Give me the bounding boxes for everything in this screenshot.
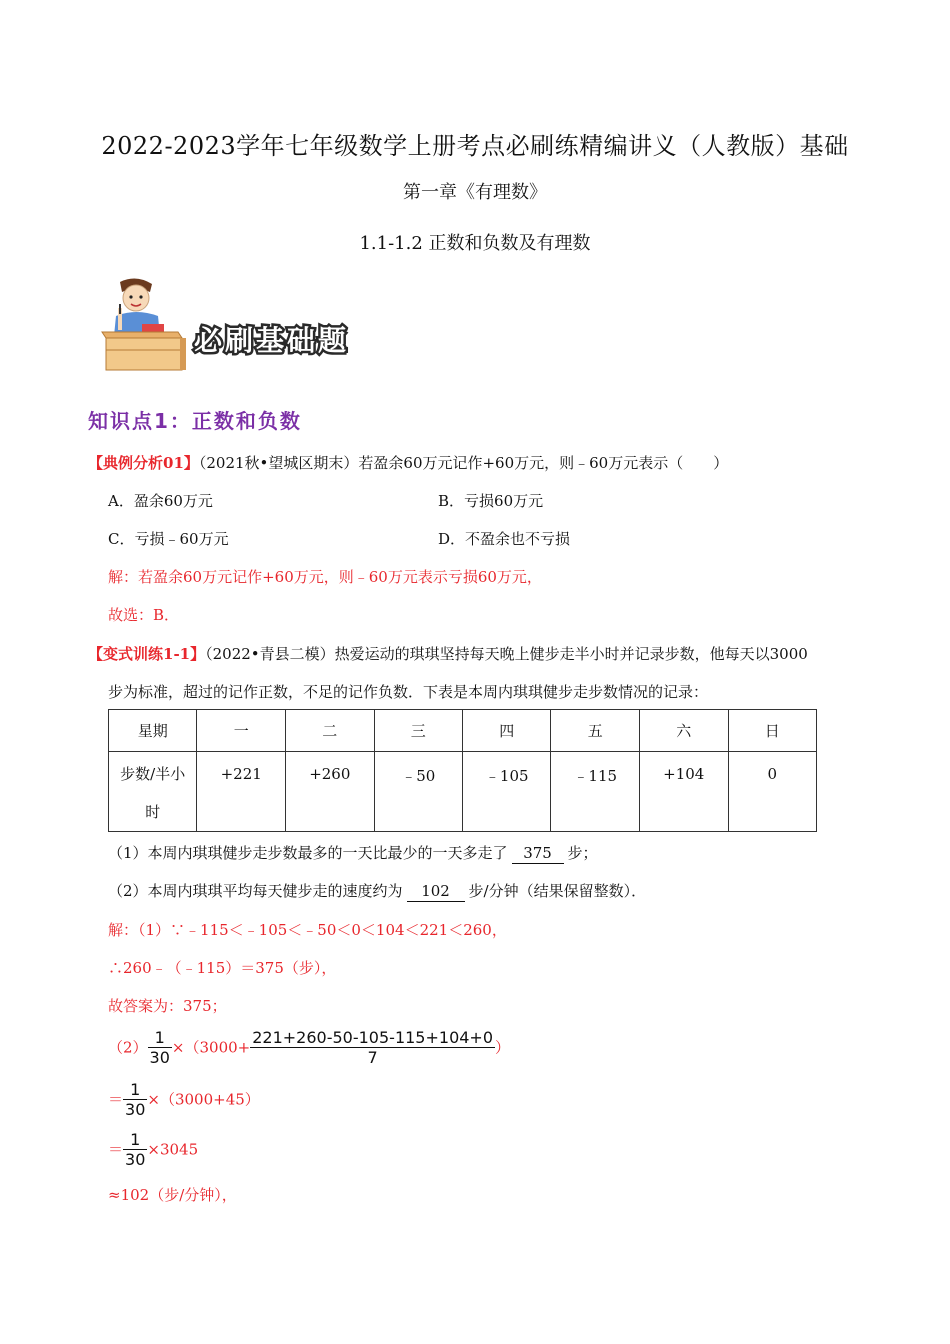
fraction-average [250,1028,495,1067]
fraction-numerator: 1 [148,1028,172,1048]
sub-question-2 [108,881,646,902]
exercise-solution-4 [108,1028,510,1067]
exercise-question-line2: 步为标准，超过的记作正数，不足的记作负数．下表是本周内琪琪健步走步数情况的记录： [108,683,709,701]
table-cell: +221 [197,752,286,832]
document-title: 2022-2023学年七年级数学上册考点必刷练精编讲义（人教版）基础 [101,132,849,160]
steps-table [108,709,817,832]
table-cell: 0 [728,752,816,832]
q2-unit: 步/分钟（结果保留整数）． [468,882,647,900]
sub-question-1 [108,843,598,864]
sol4-prefix: （2） [108,1038,148,1057]
table-header-row [109,710,817,752]
option-d: D．不盈余也不亏损 [438,530,571,548]
table-header: 一 [197,710,286,752]
row-label-line1: 步数/半小 [120,765,186,783]
option-b: B．亏损60万元 [438,492,544,510]
table-header: 六 [639,710,728,752]
table-cell: ﹣115 [551,752,639,832]
table-header: 五 [551,710,639,752]
table-cell: +104 [639,752,728,832]
chapter-title: 第一章《有理数》 [403,182,547,203]
table-row [109,752,817,832]
exercise-solution-5 [108,1080,260,1119]
option-a: A．盈余60万元 [108,492,213,510]
table-header: 三 [374,710,462,752]
fraction-numerator: 221+260-50-105-115+104+0 [252,1028,494,1047]
table-header: 四 [463,710,551,752]
sol4-close: ） [495,1038,511,1057]
exercise-solution-6 [108,1130,198,1169]
banner-text: 必刷基础题 [194,324,350,357]
example-tag: 【典例分析01】 [88,454,199,472]
exercise-tag: 【变式训练1-1】 [88,645,206,663]
example-question [88,453,728,473]
q1-text: （1）本周内琪琪健步走步数最多的一天比最少的一天多走了 [108,844,508,862]
exercise-question-text: （2022•青县二模）热爱运动的琪琪坚持每天晚上健步走半小时并记录步数，他每天以3000 [205,645,808,663]
times-sign: × [147,1090,160,1109]
q1-unit: 步； [567,844,598,862]
sol6-rest: 3045 [159,1140,199,1159]
exercise-solution-3: 故答案为：375； [108,997,227,1015]
fraction-denominator: 30 [149,1048,170,1067]
fraction-numerator: 1 [123,1130,147,1150]
exercise-question-line1 [88,644,808,664]
exercise-solution-1: 解：（1）∵﹣115＜﹣105＜﹣50＜0＜104＜221＜260， [108,921,507,939]
table-cell: +260 [286,752,375,832]
section-title: 1.1-1.2 正数和负数及有理数 [359,233,591,254]
table-row-label [109,752,197,832]
option-c: C．亏损﹣60万元 [108,530,229,548]
example-question-text: （2021秋•望城区期末）若盈余60万元记作+60万元，则﹣60万元表示（ ） [198,454,729,472]
knowledge-point-heading: 知识点1：正数和负数 [88,409,302,433]
fraction-one-thirtieth [123,1080,147,1119]
equals-sign: ＝ [108,1140,124,1159]
banner [100,276,370,376]
fraction-numerator: 1 [123,1080,147,1100]
times-sign: × [171,1038,185,1057]
table-header: 日 [728,710,816,752]
sol5-rest: （3000+45） [159,1090,260,1109]
table-header: 二 [286,710,375,752]
q2-answer: 102 [407,881,465,902]
example-solution-2: 故选：B． [108,606,180,624]
fraction-denominator: 7 [367,1048,378,1067]
row-label-line2: 时 [145,803,161,821]
fraction-one-thirtieth [123,1130,147,1169]
table-cell: ﹣50 [374,752,462,832]
equals-sign: ＝ [108,1090,124,1109]
fraction-denominator: 30 [125,1100,146,1119]
q2-text: （2）本周内琪琪平均每天健步走的速度约为 [108,882,403,900]
fraction-one-thirtieth [148,1028,172,1067]
exercise-solution-7: ≈102（步/分钟）， [108,1186,237,1204]
table-cell: ﹣105 [463,752,551,832]
example-solution-1: 解：若盈余60万元记作+60万元，则﹣60万元表示亏损60万元， [108,568,542,586]
sol4-open: （3000+ [184,1038,251,1057]
q1-answer: 375 [512,843,564,864]
table-header: 星期 [109,710,197,752]
exercise-solution-2: ∴260﹣（﹣115）＝375（步）， [108,959,337,977]
times-sign: × [147,1140,160,1159]
fraction-denominator: 30 [125,1150,146,1169]
student-at-desk-illustration [100,276,370,376]
